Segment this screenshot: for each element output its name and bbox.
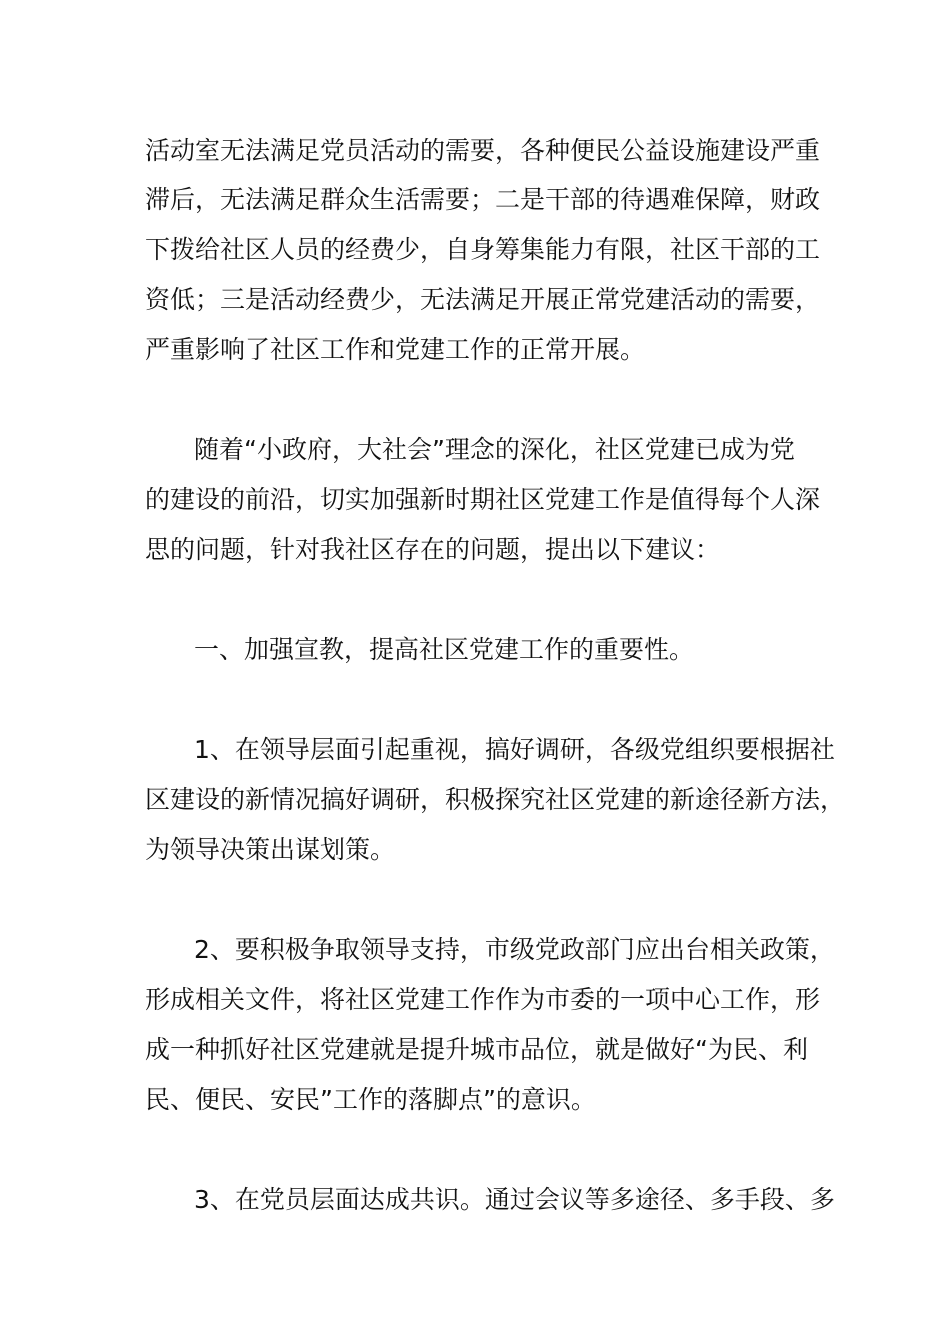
text-line: 严重影响了社区工作和党建工作的正常开展。: [145, 335, 646, 364]
text-line: 思的问题，针对我社区存在的问题，提出以下建议：: [145, 535, 721, 564]
text-line: 成一种抓好社区党建就是提升城市品位，就是做好“为民、利: [145, 1035, 808, 1064]
text-line: 为领导决策出谋划策。: [145, 835, 396, 864]
text-line: 形成相关文件，将社区党建工作作为市委的一项中心工作，形: [145, 985, 821, 1014]
section-heading: 一、加强宣教，提高社区党建工作的重要性。: [194, 635, 695, 664]
paragraph-first-line: 2、要积极争取领导支持，市级党政部门应出台相关政策，: [194, 935, 835, 964]
text-line: 的建设的前沿，切实加强新时期社区党建工作是值得每个人深: [145, 485, 821, 514]
text-line: 民、便民、安民”工作的落脚点”的意识。: [145, 1085, 596, 1114]
text-line: 下拨给社区人员的经费少，自身筹集能力有限，社区干部的工: [145, 235, 821, 264]
text-line: 滞后，无法满足群众生活需要；二是干部的待遇难保障，财政: [145, 185, 821, 214]
paragraph-first-line: 3、在党员层面达成共识。通过会议等多途径、多手段、多: [194, 1185, 835, 1214]
text-line: 区建设的新情况搞好调研，积极探究社区党建的新途径新方法，: [145, 785, 846, 814]
text-line: 活动室无法满足党员活动的需要，各种便民公益设施建设严重: [145, 136, 821, 165]
paragraph-first-line: 1、在领导层面引起重视，搞好调研，各级党组织要根据社: [194, 735, 835, 764]
paragraph-first-line: 随着“小政府，大社会”理念的深化，社区党建已成为党: [194, 435, 795, 464]
text-line: 资低；三是活动经费少，无法满足开展正常党建活动的需要，: [145, 285, 821, 314]
